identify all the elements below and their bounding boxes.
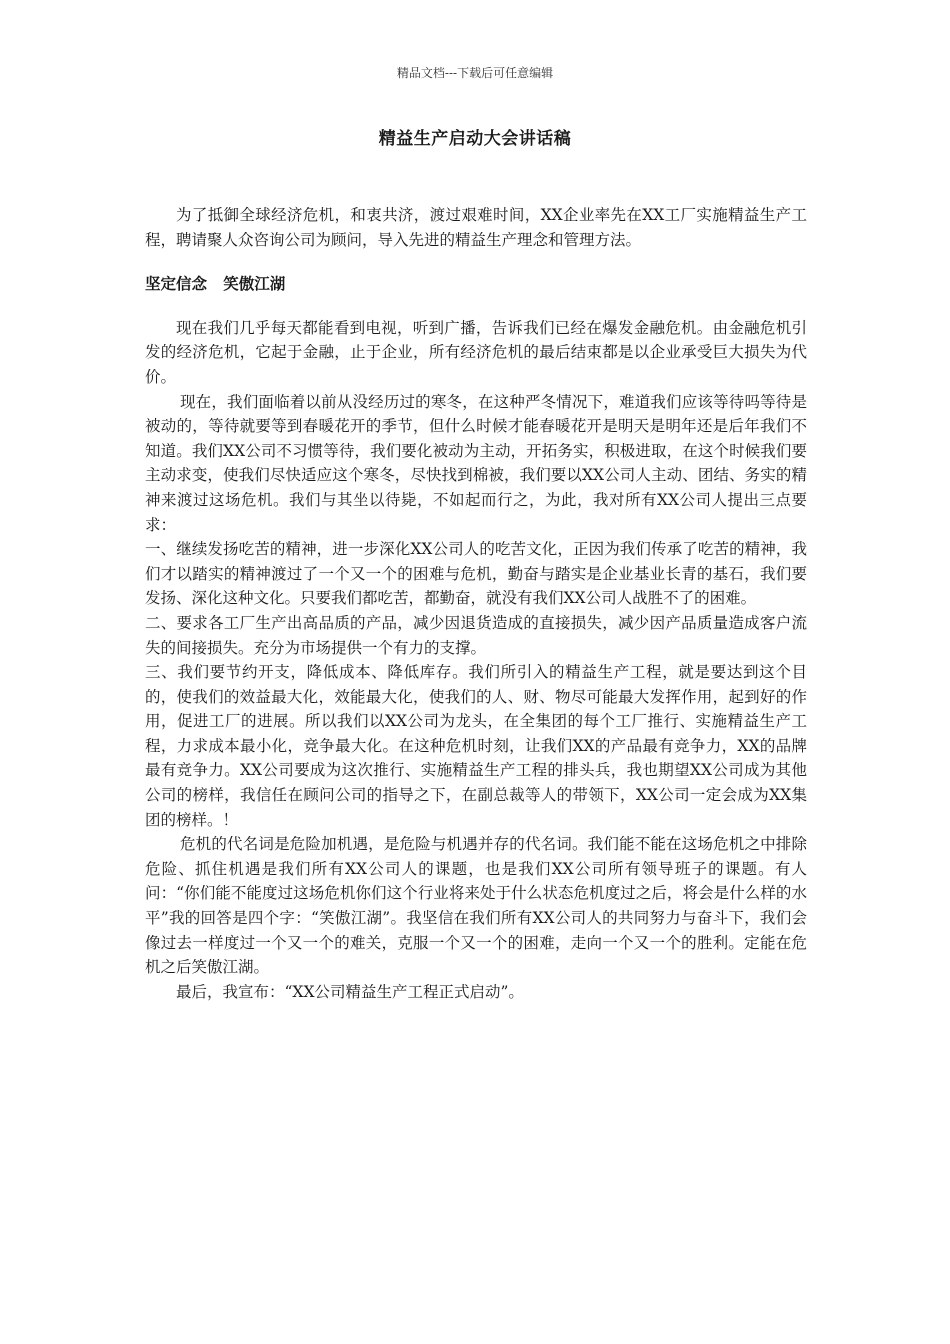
requirement-item-2: 二、要求各工厂生产出高品质的产品，减少因退货造成的直接损失，减少因产品质量造成客户流失的间接损失。充分为市场提供一个有力的支撑。 [145,613,807,657]
requirement-item-1: 一、继续发扬吃苦的精神，进一步深化XX公司人的吃苦文化，正因为我们传承了吃苦的精神，我们才以踏实的精神渡过了一个又一个的困难与危机，勤奋与踏实是企业基业长青的基石，我们要发扬、深化这种文化。只要我们都吃苦，都勤奋，就没有我们XX公司人战胜不了的困难。 [145,540,807,608]
closing-paragraph: 最后，我宣布：“XX公司精益生产工程正式启动”。 [176,982,524,1001]
body-paragraph: 现在我们几乎每天都能看到电视，听到广播，告诉我们已经在爆发金融危机。由金融危机引发的经济危机，它起于金融，止于企业，所有经济危机的最后结束都是以企业承受巨大损失为代价。 [145,318,807,386]
document-title: 精益生产启动大会讲话稿 [378,129,572,149]
intro-paragraph: 为了抵御全球经济危机，和衷共济，渡过艰难时间，XX企业率先在XX工厂实施精益生产工程，聘请聚人众咨询公司为顾问，导入先进的精益生产理念和管理方法。 [145,206,807,249]
document-body [145,203,807,1004]
body-paragraph: 危机的代名词是危险加机遇，是危险与机遇并存的代名词。我们能不能在这场危机之中排除危险、抓住机遇是我们所有XX公司人的课题，也是我们XX公司所有领导班子的课题。有人问：“你们能不能度过这场危机你们这个行业将来处于什么状态危机度过之后，将会是什么样的水平”我的回答是四个字：“笑傲江湖”。我坚信在我们所有XX公司人的共同努力与奋斗下，我们会像过去一样度过一个又一个的难关，克服一个又一个的困难，走向一个又一个的胜利。定能在危机之后笑傲江湖。 [145,835,807,977]
requirement-item-3: 三、我们要节约开支，降低成本、降低库存。我们所引入的精益生产工程，就是要达到这个目的，使我们的效益最大化，效能最大化，使我们的人、财、物尽可能最大发挥作用，起到好的作用，促进工厂的进展。所以我们以XX公司为龙头，在全集团的每个工厂推行、实施精益生产工程，力求成本最小化，竞争最大化。在这种危机时刻，让我们XX的产品最有竞争力，XX的品牌最有竞争力。XX公司要成为这次推行、实施精益生产工程的排头兵，我也期望XX公司成为其他公司的榜样，我信任在顾问公司的指导之下，在副总裁等人的带领下，XX公司一定会成为XX集团的榜样。！ [145,663,807,829]
section-heading: 坚定信念 笑傲江湖 [145,274,286,294]
page-header: 精品文档---下载后可任意编辑 [396,66,554,80]
body-paragraph: 现在，我们面临着以前从没经历过的寒冬，在这种严冬情况下，难道我们应该等待吗等待是被动的，等待就要等到春暖花开的季节，但什么时候才能春暖花开是明天是明年还是后年我们不知道。我们XX公司不习惯等待，我们要化被动为主动，开拓务实，积极进取，在这个时候我们要主动求变，使我们尽快适应这个寒冬，尽快找到棉被，我们要以XX公司人主动、团结、务实的精神来渡过这场危机。我们与其坐以待毙，不如起而行之，为此，我对所有XX公司人提出三点要求： [145,392,807,534]
